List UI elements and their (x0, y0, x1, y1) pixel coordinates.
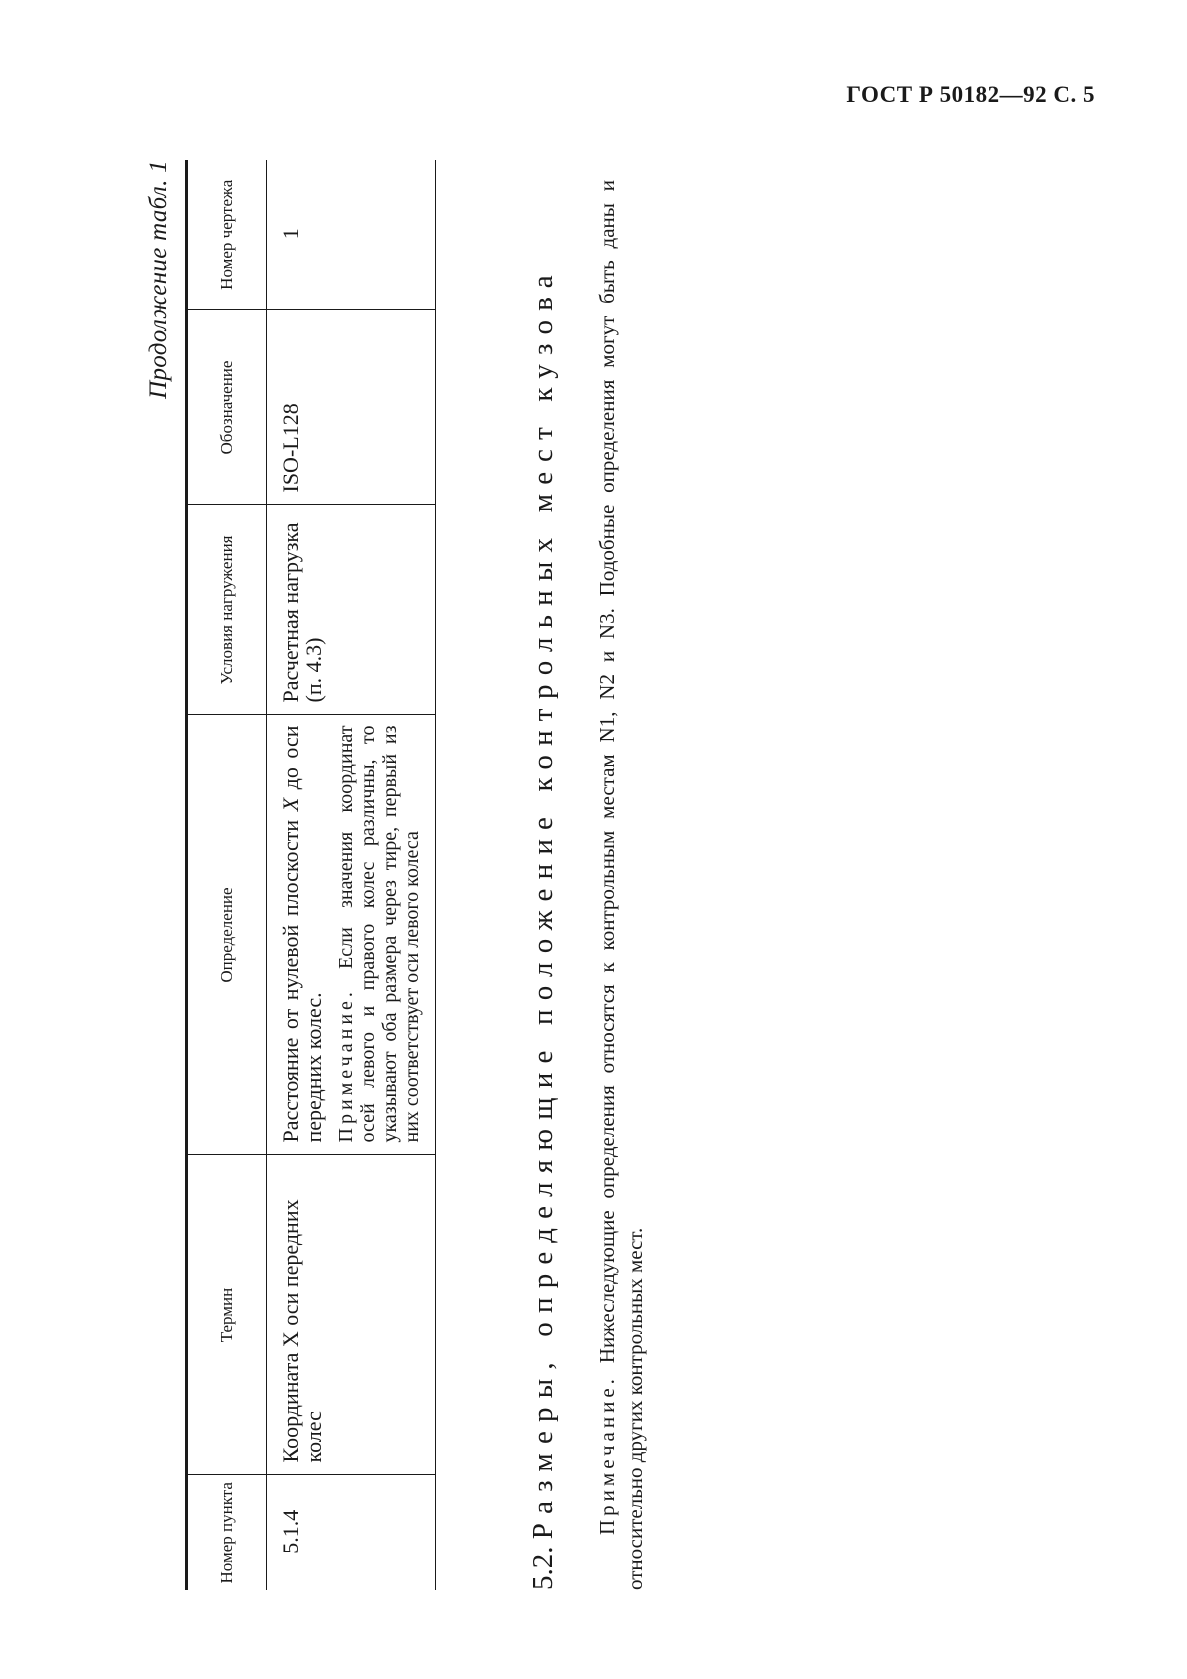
row-definition (267, 715, 436, 1155)
column-header-definition: Определение (187, 715, 267, 1155)
column-header-designation: Обозначение (187, 310, 267, 505)
section-title: Размеры, определяющие положение контрольных мест кузова (527, 266, 559, 1540)
definition-note-text: Если значения координат осей левого и правого колес различны, то указывают оба размера через тире, первый из них соответствует оси левого колеса (335, 725, 424, 1143)
table-header-row (187, 160, 267, 1590)
section-number: 5.2. (527, 1546, 559, 1590)
row-conditions: Расчетная нагрузка (п. 4.3) (267, 505, 436, 715)
row-number: 5.1.4 (278, 1509, 303, 1554)
row-designation: ISO-L128 (267, 310, 436, 505)
section-heading (527, 266, 560, 1590)
column-header-number: Номер пункта (187, 1475, 267, 1590)
definition-note-label: Примечание. (335, 988, 358, 1143)
definition-note (335, 726, 423, 1143)
column-header-conditions: Условия нагружения (187, 505, 267, 715)
column-header-term: Термин (187, 1155, 267, 1475)
terms-table (185, 160, 436, 1590)
column-header-drawing: Номер чертежа (187, 160, 267, 310)
row-term: Координата X оси передних колес (267, 1155, 436, 1475)
definition-main (279, 726, 325, 1143)
table-row (267, 160, 436, 1590)
note-text: Нижеследующие определения относятся к контрольным местам N1, N2 и N3. Подобные определения могут быть даны и относительно других контрольных мест. (595, 180, 648, 1590)
table-continuation-label: Продолжение табл. 1 (145, 160, 172, 399)
definition-text-x: X (278, 797, 303, 812)
note-block (593, 180, 650, 1590)
rotated-content (145, 160, 725, 1590)
row-drawing: 1 (267, 160, 436, 310)
definition-text-pre: Расстояние от нулевой плоскости (278, 811, 303, 1143)
note-label: Примечание. (595, 1375, 619, 1535)
page-header: ГОСТ Р 50182—92 С. 5 (846, 82, 1095, 107)
definition-text-post: до оси передних колес. (278, 725, 327, 1143)
